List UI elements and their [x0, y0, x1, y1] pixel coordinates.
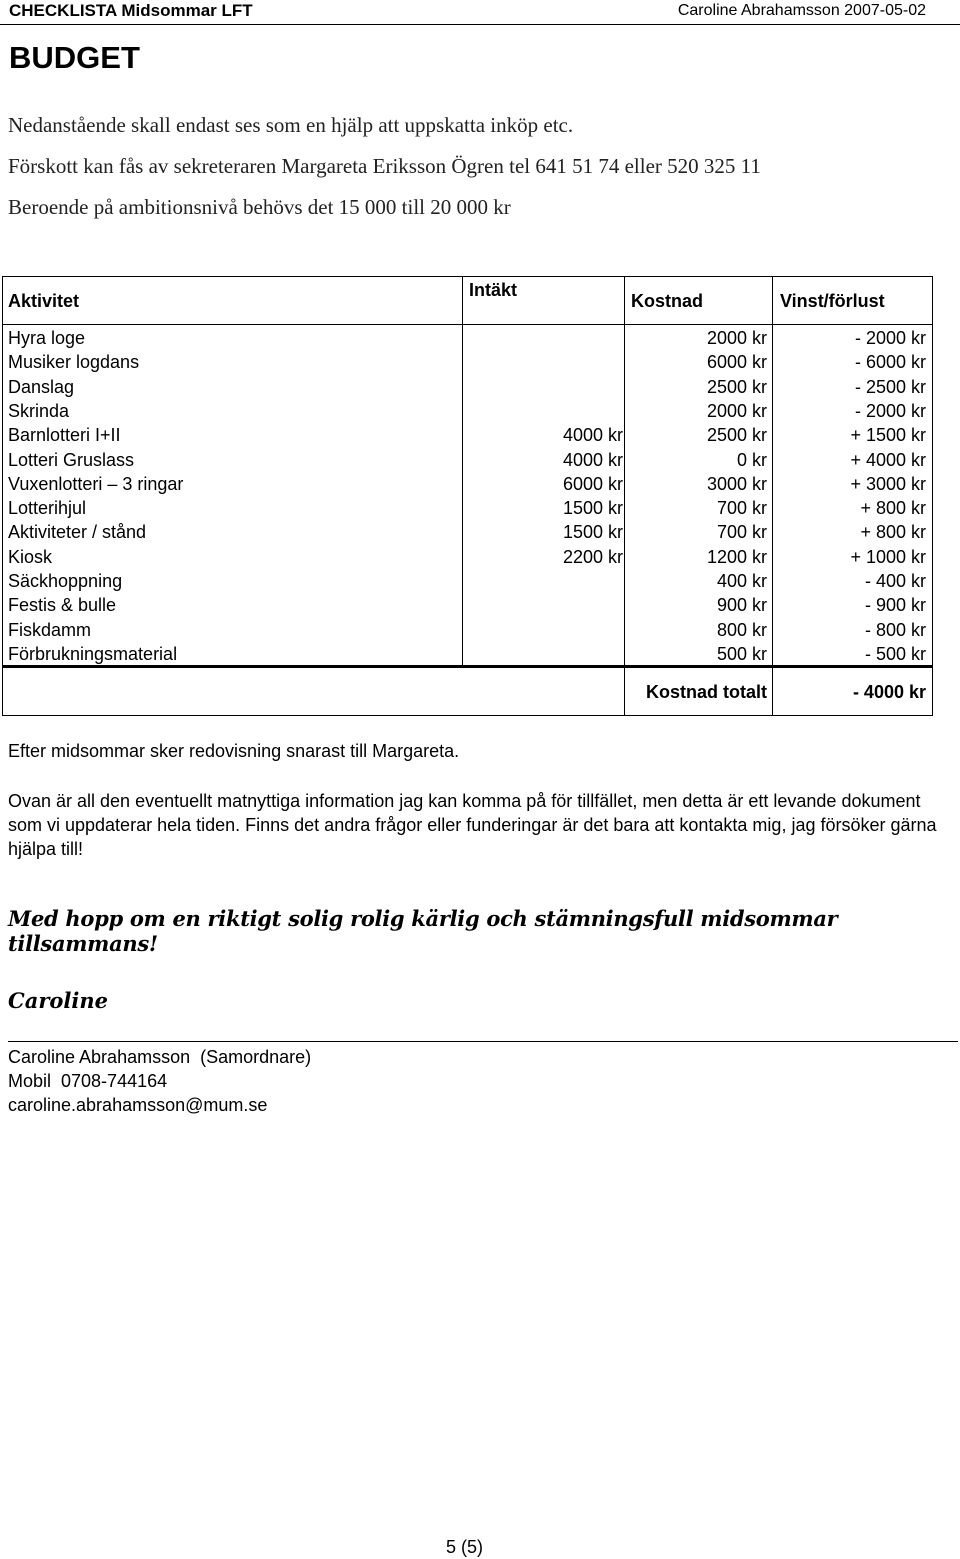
cell-activity: Vuxenlotteri – 3 ringar — [8, 473, 184, 494]
cell-cost: 900 kr — [716, 595, 767, 616]
table-row — [3, 547, 932, 571]
col-header-income: Intäkt — [469, 280, 518, 300]
cell-income: 6000 kr — [562, 473, 623, 494]
cell-cost: 1200 kr — [706, 546, 767, 567]
intro-text — [8, 111, 761, 234]
table-row — [3, 377, 932, 401]
cell-activity: Lotteri Gruslass — [8, 449, 135, 470]
cell-result: + 3000 kr — [850, 473, 926, 494]
header-title: CHECKLISTA Midsommar LFT — [9, 1, 253, 20]
cell-result: + 4000 kr — [850, 449, 926, 470]
cell-cost: 2500 kr — [706, 425, 767, 446]
budget-table — [2, 276, 933, 716]
cell-cost: 700 kr — [716, 522, 767, 543]
total-cost-value: - 4000 kr — [852, 682, 926, 702]
total-cost-label: Kostnad totalt — [646, 682, 767, 702]
cell-income: 1500 kr — [562, 522, 623, 543]
cell-cost: 700 kr — [716, 498, 767, 519]
intro-line: Beroende på ambitionsnivå behövs det 15 000 till 20 000 kr — [8, 195, 511, 219]
signature-divider — [8, 1041, 958, 1042]
cell-cost: 800 kr — [716, 619, 767, 640]
cell-result: - 800 kr — [864, 619, 926, 640]
cell-activity: Musiker logdans — [8, 352, 140, 373]
table-row — [3, 328, 932, 352]
cell-activity: Barnlotteri I+II — [8, 425, 121, 446]
cell-activity: Förbrukningsmaterial — [8, 643, 178, 664]
page-header — [0, 0, 960, 25]
cell-activity: Festis & bulle — [8, 595, 117, 616]
table-row — [3, 620, 932, 644]
cell-cost: 400 kr — [716, 571, 767, 591]
page-title: BUDGET — [9, 40, 140, 75]
header-author-date: Caroline Abrahamsson 2007-05-02 — [677, 2, 926, 19]
cell-activity: Kiosk — [8, 546, 53, 567]
page-number: 5 (5) — [446, 1537, 484, 1557]
cell-result: + 800 kr — [860, 498, 926, 519]
cell-result: - 6000 kr — [854, 352, 926, 373]
cell-activity: Aktiviteter / stånd — [8, 522, 147, 543]
cell-cost: 6000 kr — [706, 352, 767, 373]
cell-result: + 1000 kr — [850, 546, 926, 567]
cell-result: - 400 kr — [864, 571, 926, 591]
table-row — [3, 401, 932, 425]
table-row — [3, 644, 932, 668]
table-row — [3, 498, 932, 522]
col-header-activity: Aktivitet — [8, 291, 80, 311]
table-row — [3, 474, 932, 498]
table-row — [3, 595, 932, 619]
table-row — [3, 522, 932, 546]
cell-activity: Fiskdamm — [8, 619, 92, 640]
cell-cost: 500 kr — [716, 643, 767, 664]
contact-block — [8, 1045, 311, 1117]
table-row — [3, 352, 932, 376]
signature: Caroline — [8, 988, 108, 1013]
table-row — [3, 425, 932, 449]
cell-result: + 800 kr — [860, 522, 926, 543]
cell-cost: 3000 kr — [706, 473, 767, 494]
cell-activity: Skrinda — [8, 400, 70, 421]
contact-name: Caroline Abrahamsson (Samordnare) — [8, 1047, 312, 1067]
table-row — [3, 450, 932, 474]
cell-result: - 900 kr — [864, 595, 926, 616]
cell-result: - 2000 kr — [854, 328, 926, 348]
cell-cost: 0 kr — [736, 449, 767, 470]
cell-activity: Danslag — [8, 376, 75, 397]
cell-income: 4000 kr — [562, 449, 623, 470]
header-divider — [3, 324, 932, 325]
cell-result: + 1500 kr — [850, 425, 926, 446]
closing-greeting: Med hopp om en riktigt solig rolig kärlig och stämningsfull midsommar tillsammans! — [8, 906, 838, 956]
cell-result: - 2000 kr — [854, 400, 926, 421]
col-header-result: Vinst/förlust — [780, 291, 885, 311]
cell-activity: Hyra loge — [8, 328, 86, 348]
cell-cost: 2000 kr — [706, 328, 767, 348]
cell-activity: Lotterihjul — [8, 498, 87, 519]
cell-cost: 2500 kr — [706, 376, 767, 397]
contact-email: caroline.abrahamsson@mum.se — [8, 1095, 268, 1115]
col-header-cost: Kostnad — [631, 291, 703, 311]
table-row — [3, 571, 932, 595]
cell-result: - 2500 kr — [854, 376, 926, 397]
intro-line: Nedanstående skall endast ses som en hjälp att uppskatta inköp etc. — [8, 113, 574, 137]
cell-income: 1500 kr — [562, 498, 623, 519]
info-paragraph: Ovan är all den eventuellt matnyttiga information jag kan komma på för tillfället, men detta är ett levande dokument som vi uppdaterar hela tiden. Finns det andra frågor eller funderingar är det bara att kontakta mig, jag försöker gärna hjälpa till! — [8, 791, 937, 859]
cell-income: 2200 kr — [562, 546, 623, 567]
contact-phone: Mobil 0708-744164 — [8, 1071, 168, 1091]
cell-cost: 2000 kr — [706, 400, 767, 421]
cell-activity: Säckhoppning — [8, 571, 123, 591]
intro-line: Förskott kan fås av sekreteraren Margareta Eriksson Ögren tel 641 51 74 eller 520 325 11 — [8, 154, 761, 178]
cell-income: 4000 kr — [562, 425, 623, 446]
cell-result: - 500 kr — [864, 643, 926, 664]
reporting-note: Efter midsommar sker redovisning snarast till Margareta. — [8, 741, 460, 761]
